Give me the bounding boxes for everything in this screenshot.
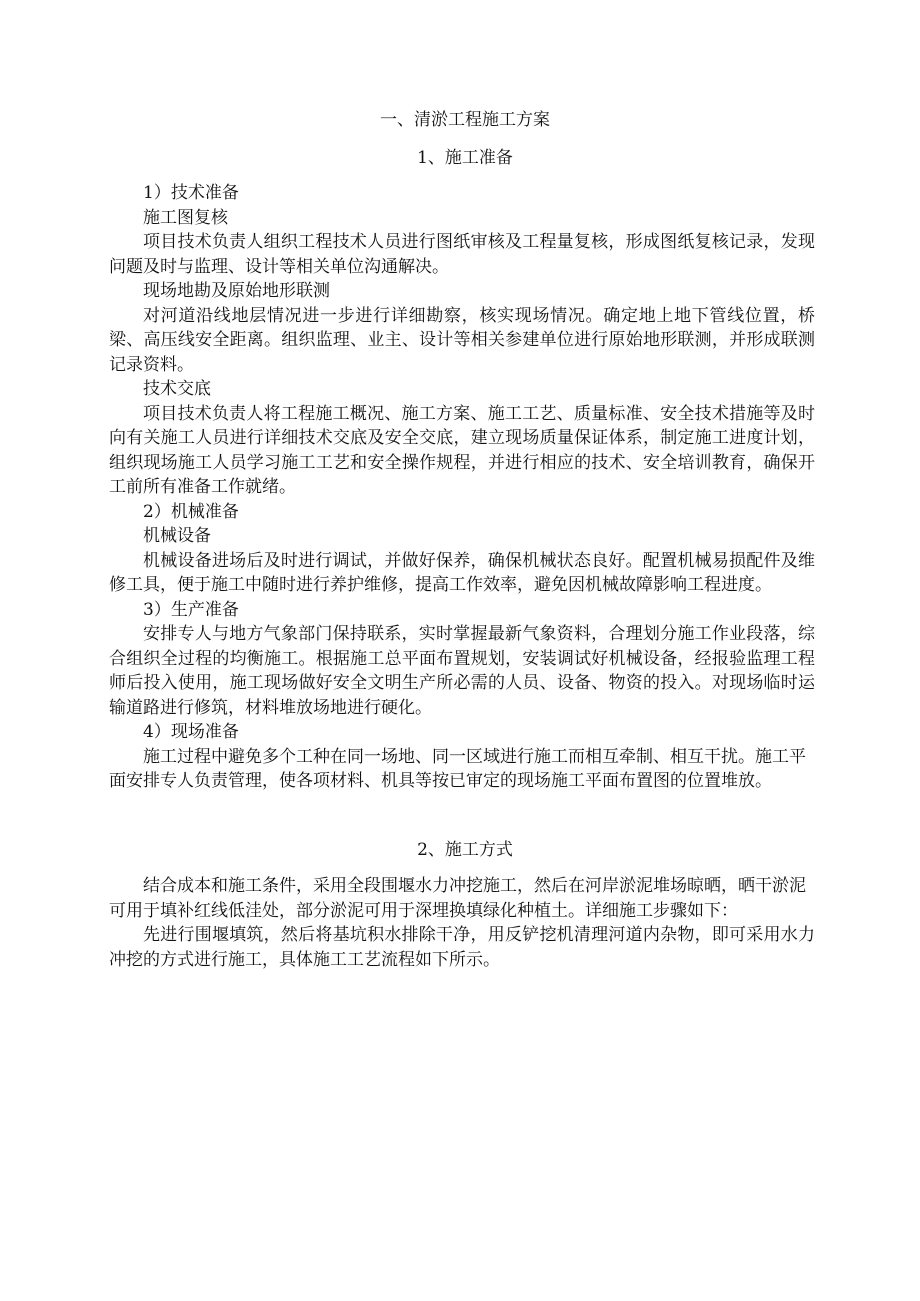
- item-drawing-review-heading: 施工图复核: [143, 207, 228, 228]
- document-title: 一、清淤工程施工方案: [380, 110, 550, 130]
- paragraph-construction-method: 结合成本和施工条件，采用全段围堰水力冲挖施工，然后在河岸淤泥堆场晾晒，晒干淤泥可用于填补红线低洼处，部分淤泥可用于深埋换填绿化种植土。详细施工步骤如下：: [109, 876, 806, 921]
- paragraph-site: 施工过程中避免多个工种在同一场地、同一区域进行施工而相互牵制、相互干扰。施工平面安排专人负责管理，使各项材料、机具等按已审定的现场施工平面布置图的位置堆放。: [109, 746, 806, 791]
- paragraph-production: 安排专人与地方气象部门保持联系，实时掌握最新气象资料，合理划分施工作业段落，综合组织全过程的均衡施工。根据施工总平面布置规划，安装调试好机械设备，经报验监理工程师后投入使用，施工现场做好安全文明生产所必需的人员、设备、物资的投入。对现场临时运输道路进行修筑，材料堆放场地进行硬化。: [109, 624, 815, 718]
- item-machinery-equipment-heading: 机械设备: [143, 526, 211, 546]
- subsection-site-heading: 4）现场准备: [143, 722, 239, 742]
- paragraph-tech-briefing: 项目技术负责人将工程施工概况、施工方案、施工工艺、质量标准、安全技术措施等及时向有关施工人员进行详细技术交底及安全交底，建立现场质量保证体系，制定施工进度计划，组织现场施工人员学习施工工艺和安全操作规程，并进行相应的技术、安全培训教育，确保开工前所有准备工作就绪。: [109, 403, 815, 497]
- paragraph-machinery: 机械设备进场后及时进行调试，并做好保养，确保机械状态良好。配置机械易损配件及维修工具，便于施工中随时进行养护维修，提高工作效率，避免因机械故障影响工程进度。: [109, 550, 815, 595]
- subsection-technical-heading: 1）技术准备: [143, 183, 239, 203]
- subsection-production-heading: 3）生产准备: [143, 599, 239, 620]
- subsection-machinery-heading: 2）机械准备: [143, 501, 239, 522]
- item-site-survey-heading: 现场地勘及原始地形联测: [143, 281, 330, 301]
- paragraph-site-survey: 对河道沿线地层情况进一步进行详细勘察，核实现场情况。确定地上地下管线位置，桥梁、高压线安全距离。组织监理、业主、设计等相关参建单位进行原始地形联测，并形成联测记录资料。: [109, 305, 815, 375]
- section-2-title: 2、施工方式: [417, 840, 513, 860]
- section-1-title: 1、施工准备: [417, 148, 513, 168]
- section-1-body: [109, 181, 815, 794]
- paragraph-construction-steps: 先进行围堰填筑，然后将基坑积水排除干净，用反铲挖机清理河道内杂物，即可采用水力冲挖的方式进行施工，具体施工工艺流程如下所示。: [109, 925, 815, 970]
- item-tech-briefing-heading: 技术交底: [143, 379, 211, 399]
- paragraph-drawing-review: 项目技术负责人组织工程技术人员进行图纸审核及工程量复核，形成图纸复核记录，发现问题及时与监理、设计等相关单位沟通解决。: [109, 232, 815, 277]
- section-2-body: [109, 874, 815, 972]
